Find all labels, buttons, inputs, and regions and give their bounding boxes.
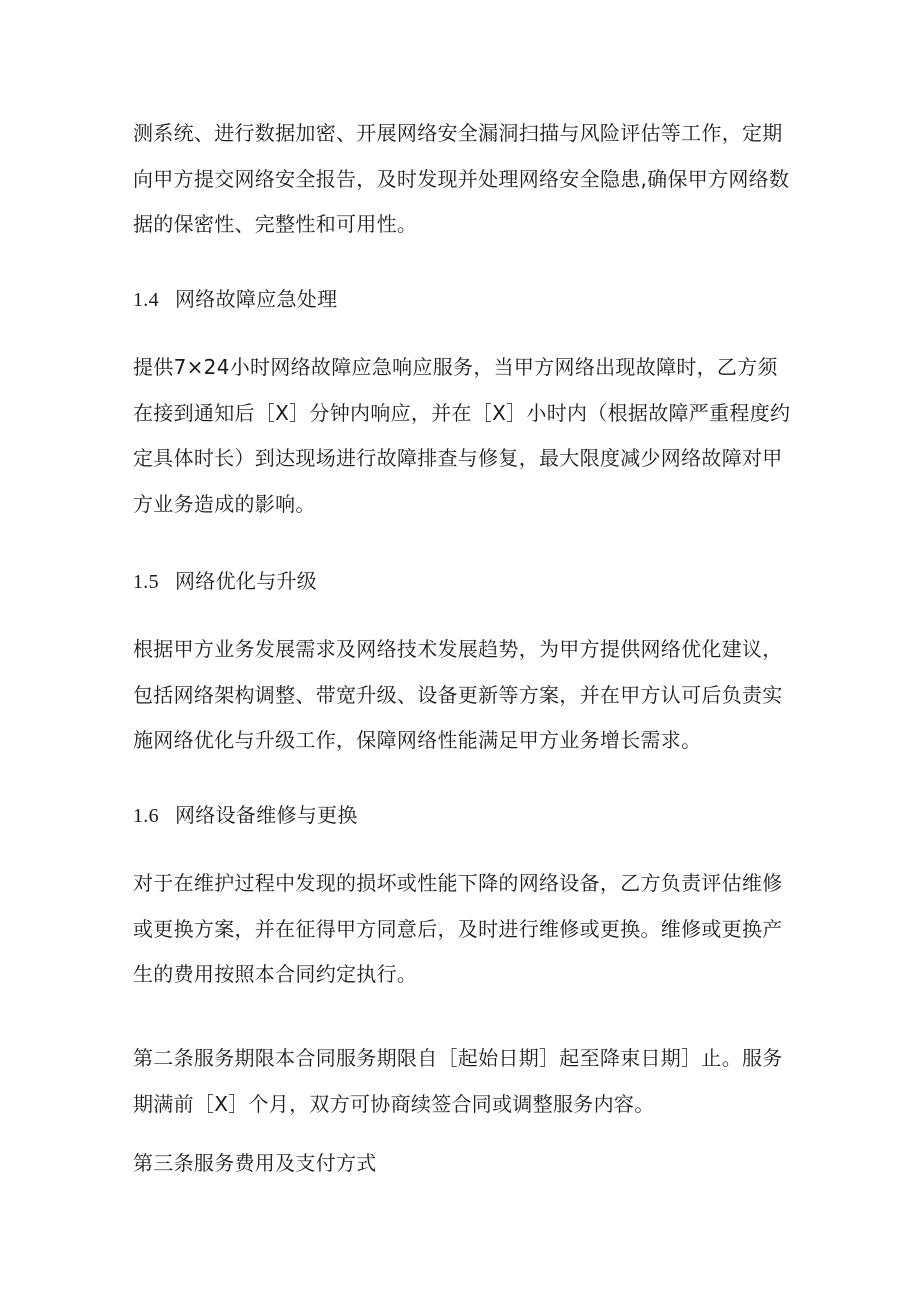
section-heading-1-6 (133, 800, 793, 831)
paragraph-network-security: 测系统、进行数据加密、开展网络安全漏洞扫描与风险评估等工作，定期向甲方提交网络安全报告，及时发现并处理网络安全隐患,确保甲方网络数据的保密性、完整性和可用性。 (133, 121, 790, 237)
section-number: 1.5 (133, 571, 159, 593)
section-heading-1-4 (133, 284, 793, 315)
section-title: 网络优化与升级 (175, 569, 318, 593)
section-title: 网络故障应急处理 (175, 287, 338, 311)
section-heading-1-5 (133, 566, 793, 597)
paragraph-service-term: 第二条服务期限本合同服务期限自［起始日期］起至降束日期］止。服务期满前［X］个月，双方可协商续签合同或调整服务内容。 (133, 1046, 783, 1116)
section-number: 1.6 (133, 805, 159, 827)
section-number: 1.4 (133, 289, 159, 311)
paragraph-equipment-repair: 对于在维护过程中发现的损坏或性能下降的网络设备，乙方负责评估维修或更换方案，并在征得甲方同意后，及时进行维修或更换。维修或更换产生的费用按照本合同约定执行。 (133, 871, 783, 987)
paragraph-emergency-response: 提供7×24小时网络故障应急响应服务，当甲方网络出现故障时，乙方须在接到通知后［X］分钟内响应，并在［X］小时内（根据故障严重程度约定具体时长）到达现场进行故障排查与修复，最大限度减少网络故障对甲方业务造成的影响。 (133, 355, 791, 516)
paragraph-network-optimization: 根据甲方业务发展需求及网络技术发展趋势，为甲方提供网络优化建议，包括网络架构调整、带宽升级、设备更新等方案，并在甲方认可后负责实施网络优化与升级工作，保障网络性能满足甲方业务增长需求。 (133, 637, 783, 753)
paragraph-fees-heading: 第三条服务费用及支付方式 (133, 1151, 377, 1175)
section-title: 网络设备维修与更换 (175, 803, 358, 827)
